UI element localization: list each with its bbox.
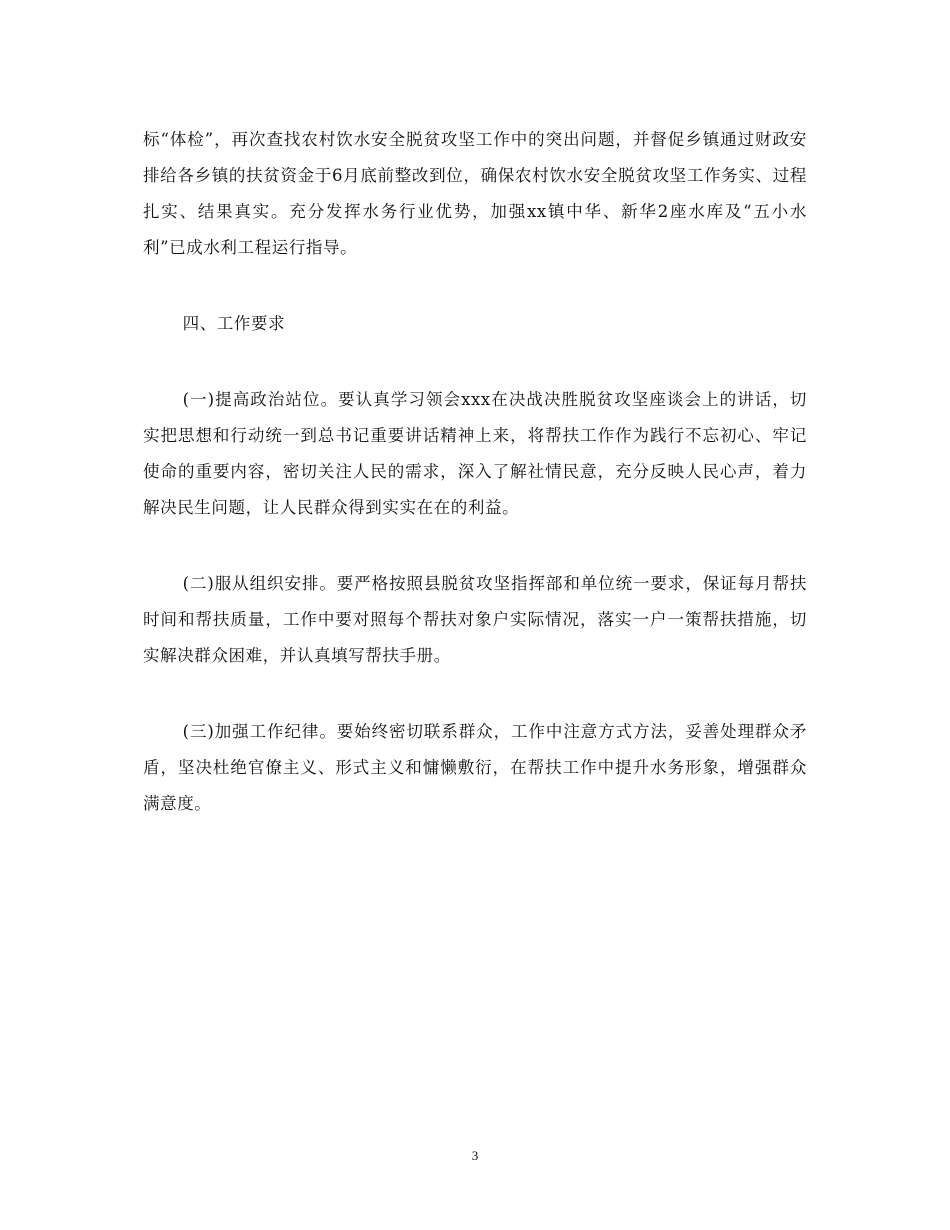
requirement-paragraph-2: (二)服从组织安排。要严格按照县脱贫攻坚指挥部和单位统一要求，保证每月帮扶时间和帮扶质量，工作中要对照每个帮扶对象户实际情况，落实一户一策帮扶措施，切实解决群众困难，并认真填写帮扶手册。 [143, 574, 807, 665]
requirement-paragraph-3: (三)加强工作纪律。要始终密切联系群众，工作中注意方式方法，妥善处理群众矛盾，坚决杜绝官僚主义、形式主义和慵懒敷衍，在帮扶工作中提升水务形象，增强群众满意度。 [143, 722, 807, 813]
requirement-paragraph-1: (一)提高政治站位。要认真学习领会xxx在决战决胜脱贫攻坚座谈会上的讲话，切实把思想和行动统一到总书记重要讲话精神上来，将帮扶工作作为践行不忘初心、牢记使命的重要内容，密切关注人民的需求，深入了解社情民意，充分反映人民心声，着力解决民生问题，让人民群众得到实实在在的利益。 [143, 390, 807, 517]
page-number: 3 [471, 1148, 479, 1163]
section-heading: 四、工作要求 [182, 314, 286, 333]
document-body [143, 122, 807, 862]
continuation-paragraph: 标“体检”，再次查找农村饮水安全脱贫攻坚工作中的突出问题，并督促乡镇通过财政安排给各乡镇的扶贫资金于6月底前整改到位，确保农村饮水安全脱贫攻坚工作务实、过程扎实、结果真实。充分发挥水务行业优势，加强xx镇中华、新华2座水库及“五小水利”已成水利工程运行指导。 [143, 130, 807, 257]
